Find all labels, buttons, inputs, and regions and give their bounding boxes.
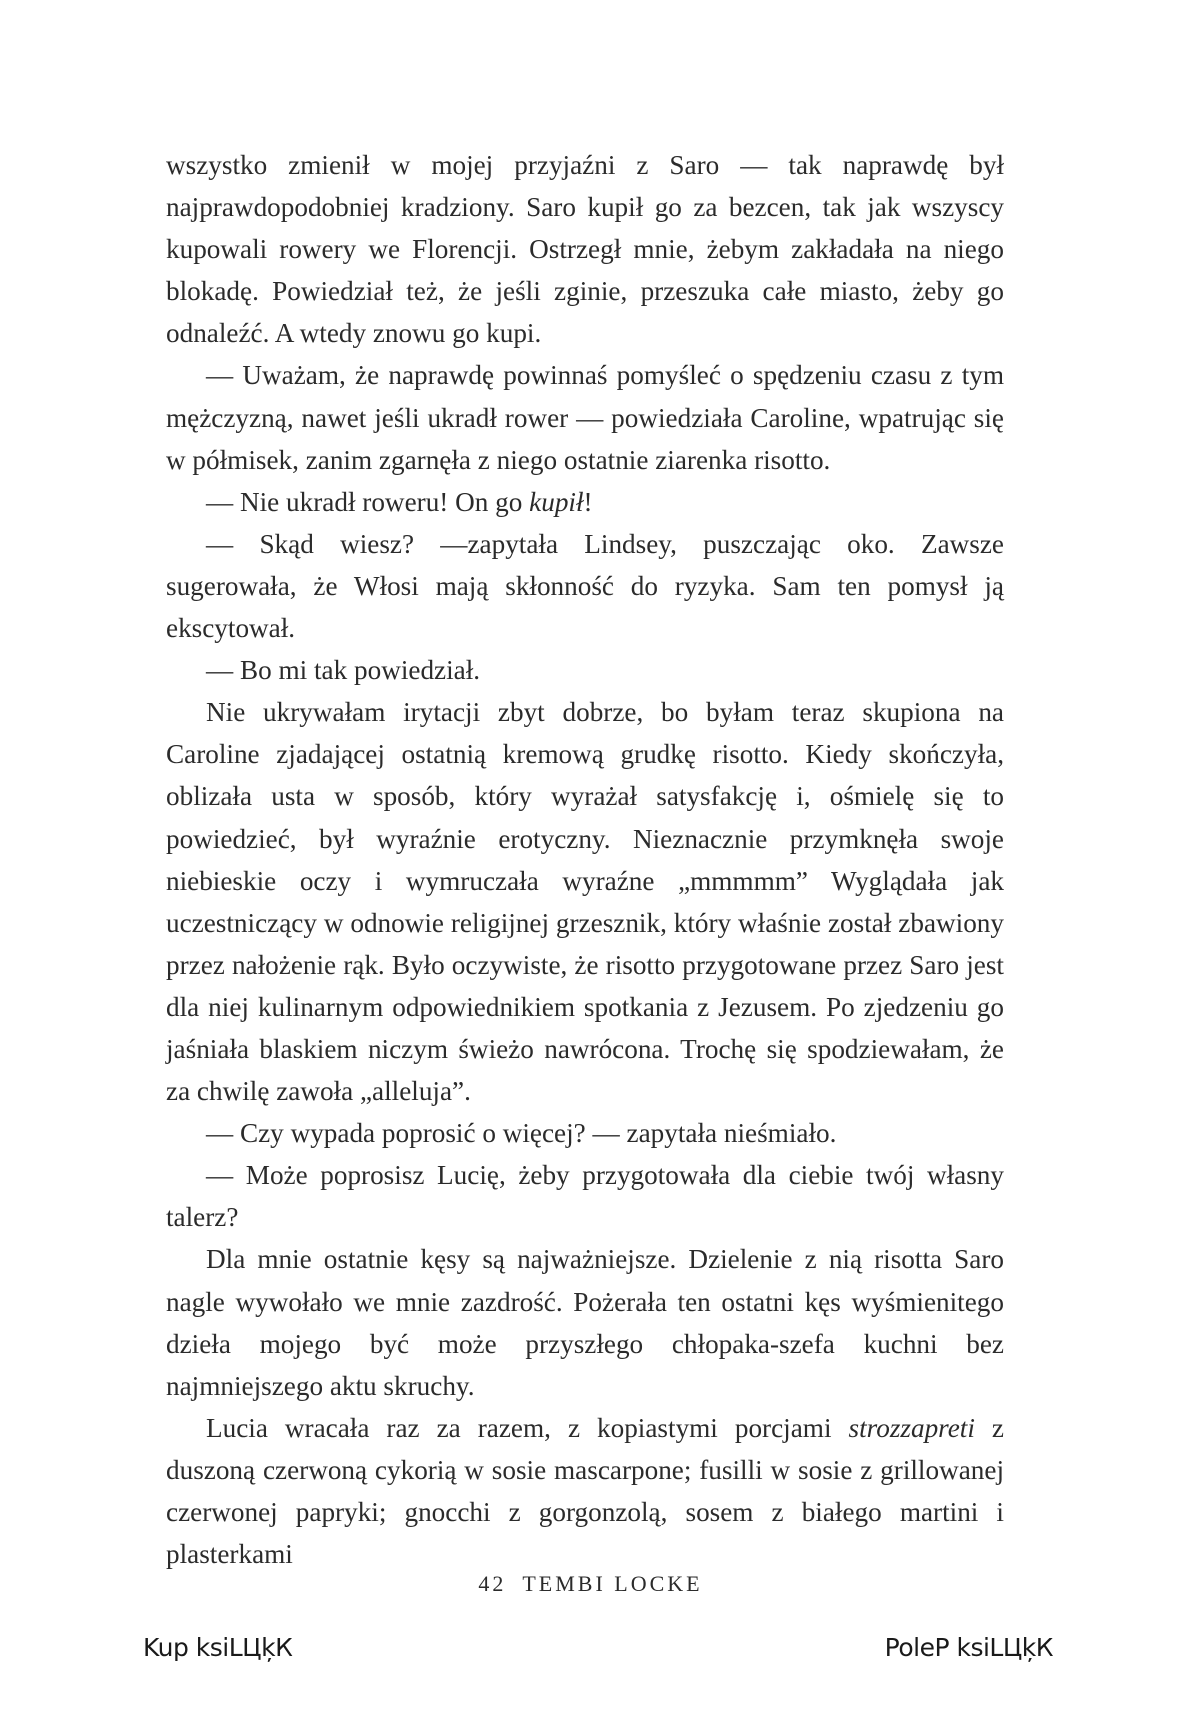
paragraph: Dla mnie ostatnie kęsy są najważniejsze. Dzielenie z nią risotta Saro nagle wywołało we mnie zazdrość. Pożerała ten ostatni kęs wyśmienitego dzieła mojego być może przyszłego chłopaka-szefa kuchni bez najmniejszego aktu skruchy. bbox=[166, 1244, 1004, 1401]
dialogue-text: ! bbox=[583, 486, 593, 517]
dialogue-line: — Czy wypada poprosić o więcej? — zapytała nieśmiało. bbox=[206, 1118, 837, 1149]
dialogue-line bbox=[166, 481, 1004, 523]
italic-word: kupił bbox=[529, 486, 584, 517]
paragraph-text: z duszoną czerwoną cykorią w sosie mascarpone; fusilli w sosie z grillowanej czerwonej papryki; gnocchi z gorgonzolą, sosem z białego martini i plasterkami bbox=[166, 1412, 1004, 1570]
recommend-book-link[interactable]: PoleР ksiLЦķК bbox=[884, 1633, 1053, 1662]
italic-word: strozzapreti bbox=[848, 1412, 975, 1443]
paragraph: Nie ukrywałam irytacji zbyt dobrze, bo byłam teraz skupiona na Caroline zjadającej ostatnią kremową grudkę risotto. Kiedy skończyła, oblizała usta w sposób, który wyrażał satysfakcję i, ośmielę się to powiedzieć, był wyraźnie erotyczny. Nieznacznie przymknęła swoje niebieskie oczy i wymruczała wyraźne „mmmmm” Wyglądała jak uczestniczący w odnowie religijnej grzesznik, który właśnie został zbawiony przez nałożenie rąk. Było oczywiste, że risotto przygotowane przez Saro jest dla niej kulinarnym odpowiednikiem spotkania z Jezusem. Po zjedzeniu go jaśniała blaskiem niczym świeżo nawrócona. Trochę się spodziewałam, że za chwilę zawoła „alleluja”. bbox=[166, 697, 1004, 1107]
dialogue-line: — Uważam, że naprawdę powinnaś pomyśleć o spędzeniu czasu z tym mężczyzną, nawet jeśli ukradł rower — powiedziała Caroline, wpatrując się w półmisek, zanim zgarnęła z niego ostatnie ziarenka risotto. bbox=[166, 360, 1004, 475]
paragraph-text: Lucia wracała raz za razem, z kopiastymi porcjami bbox=[206, 1412, 849, 1443]
dialogue-line: — Skąd wiesz? —zapytała Lindsey, puszczając oko. Zawsze sugerowała, że Włosi mają skłonność do ryzyka. Sam ten pomysł ją ekscytował. bbox=[166, 528, 1004, 644]
page-number: 42 bbox=[478, 1571, 507, 1596]
paragraph-continuation: wszystko zmienił w mojej przyjaźni z Saro — tak naprawdę był najprawdopodobniej kradziony. Saro kupił go za bezcen, tak jak wszyscy kupowali rowery we Florencji. Ostrzegł mnie, żebym zakładała na niego blokadę. Powiedział też, że jeśli zginie, przeszuka całe miasto, żeby go odnaleźć. A wtedy znowu go kupi. bbox=[166, 150, 1004, 349]
dialogue-text: — Nie ukradł roweru! On go bbox=[206, 486, 530, 517]
buy-book-link[interactable]: Kup ksiLЦķК bbox=[143, 1633, 293, 1662]
page-footer bbox=[0, 1571, 1181, 1597]
dialogue-line: — Może poprosisz Lucię, żeby przygotowała dla ciebie twój własny talerz? bbox=[166, 1160, 1004, 1233]
running-author: TEMBI LOCKE bbox=[522, 1571, 703, 1596]
paragraph bbox=[166, 1407, 1004, 1575]
dialogue-line: — Bo mi tak powiedział. bbox=[206, 655, 481, 686]
book-page-text bbox=[166, 144, 1004, 1575]
